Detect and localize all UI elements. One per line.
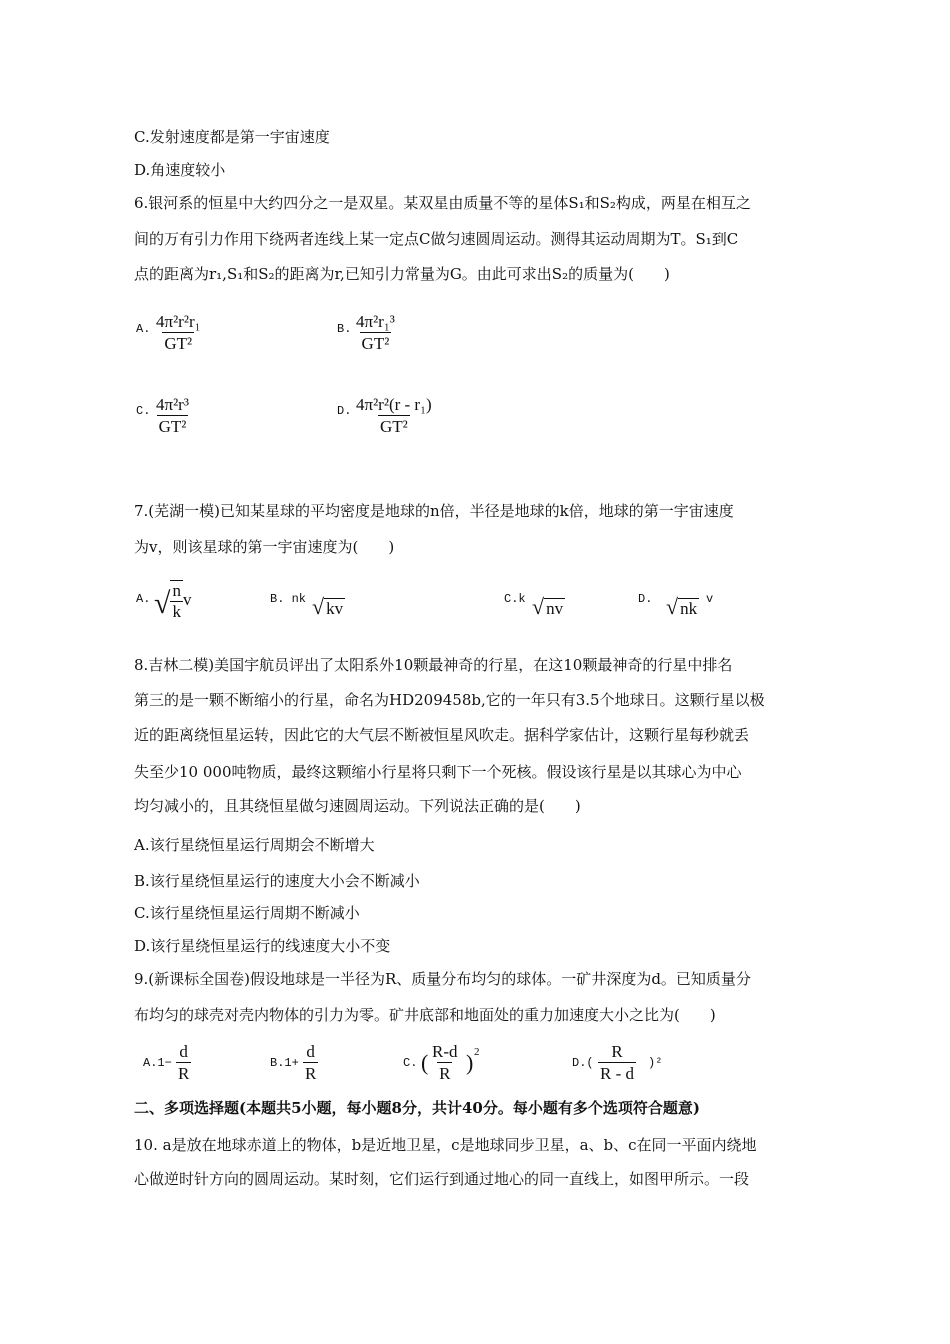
q10-stem-line2: 心做逆时针方向的圆周运动。某时刻，它们运行到通过地心的同一直线上，如图甲所示。一段 — [134, 1170, 750, 1188]
q9-option-d-fraction — [598, 1042, 636, 1084]
q7-option-d-label: D. — [638, 592, 653, 606]
q7-stem-line2: 为v，则该星球的第一宇宙速度为( ) — [134, 538, 395, 556]
q9-option-c-open-paren: ( — [421, 1050, 429, 1075]
q7-option-a-expression — [154, 580, 191, 622]
q7-stem-line1: 7.(芜湖一模)已知某星球的平均密度是地球的n倍，半径是地球的k倍，地球的第一宇宙速度 — [134, 502, 734, 520]
q8-stem-line3: 近的距离绕恒星运转，因此它的大气层不断被恒星风吹走。据科学家估计，这颗行星每秒就丢 — [134, 726, 750, 744]
q6-option-a-numerator: 4π²r²r₁ — [156, 312, 201, 331]
q6-stem-line1: 6.银河系的恒星中大约四分之一是双星。某双星由质量不等的星体S₁和S₂构成，两星在相互之 — [134, 194, 751, 212]
q9-option-c-denominator: R — [439, 1064, 451, 1083]
q8-option-b: B.该行星绕恒星运行的速度大小会不断减小 — [134, 872, 420, 890]
q7-option-b-expression — [312, 594, 345, 620]
q9-option-b-numerator: d — [306, 1042, 315, 1061]
q9-option-c-exponent: 2 — [474, 1046, 480, 1058]
q9-option-d-tail: )² — [648, 1056, 663, 1070]
q7-option-b-radicand: kv — [326, 599, 344, 618]
q6-option-a-label: A. — [136, 322, 151, 336]
q8-stem-line5: 均匀减小的，且其绕恒星做匀速圆周运动。下列说法正确的是( ) — [134, 797, 581, 815]
sqrt-symbol-icon: √ — [666, 594, 679, 619]
q9-option-c-fraction — [430, 1042, 460, 1084]
q9-option-d-denominator: R - d — [600, 1064, 634, 1083]
q9-option-d-label: D.( — [572, 1056, 594, 1070]
q6-stem-line3: 点的距离为r₁,S₁和S₂的距离为r,已知引力常量为G。由此可求出S₂的质量为( ) — [134, 265, 670, 283]
q6-option-c-denominator: GT² — [158, 417, 187, 436]
q9-option-c-close-paren: ) — [466, 1050, 474, 1075]
q6-option-b-numerator: 4π²r₁³ — [356, 312, 395, 331]
q7-option-a-denominator: k — [172, 602, 181, 621]
sqrt-symbol-icon: √ — [154, 586, 171, 620]
q8-option-c: C.该行星绕恒星运行周期不断减小 — [134, 904, 360, 922]
q5-option-c: C.发射速度都是第一宇宙速度 — [134, 128, 330, 146]
q6-option-d-label: D. — [337, 404, 352, 418]
q7-option-a-v: v — [182, 589, 192, 609]
q10-stem-line1: 10. a是放在地球赤道上的物体，b是近地卫星，c是地球同步卫星，a、b、c在同一平面内绕地 — [134, 1136, 757, 1154]
q9-option-b-denominator: R — [305, 1064, 317, 1083]
q6-option-a-fraction — [154, 312, 203, 354]
q7-option-c-radicand: nv — [546, 599, 564, 618]
q8-option-a: A.该行星绕恒星运行周期会不断增大 — [134, 836, 375, 854]
q9-option-c-numerator: R-d — [432, 1042, 458, 1061]
q8-stem-line1: 8.吉林二模)美国宇航员评出了太阳系外10颗最神奇的行星，在这10颗最神奇的行星中排名 — [134, 656, 733, 674]
q7-option-a-radicand — [170, 580, 183, 622]
q7-option-a-label: A. — [136, 592, 151, 606]
q7-option-a-numerator: n — [172, 581, 181, 600]
q7-option-b-label: B. nk — [270, 592, 307, 606]
q6-option-c-numerator: 4π²r³ — [156, 395, 189, 414]
sqrt-symbol-icon: √ — [532, 594, 545, 619]
q9-option-a-denominator: R — [178, 1064, 190, 1083]
q6-option-a-denominator: GT² — [164, 334, 193, 353]
section-heading-multiple-choice: 二、多项选择题(本题共5小题，每小题8分，共计40分。每小题有多个选项符合题意) — [134, 1099, 700, 1117]
q6-option-c-label: C. — [136, 404, 151, 418]
q6-option-b-denominator: GT² — [361, 334, 390, 353]
q9-stem-line1: 9.(新课标全国卷)假设地球是一半径为R、质量分布均匀的球体。一矿井深度为d。已知质量分 — [134, 970, 751, 988]
q9-option-d-numerator: R — [611, 1042, 623, 1061]
q9-option-a-numerator: d — [179, 1042, 188, 1061]
q7-option-d-radicand: nk — [680, 599, 698, 618]
q6-option-c-fraction — [154, 395, 191, 437]
q7-option-d-v: v — [706, 592, 714, 606]
q7-option-d-expression — [666, 594, 699, 620]
q9-option-b-fraction — [303, 1042, 318, 1084]
q8-stem-line2: 第三的是一颗不断缩小的行星，命名为HD209458b,它的一年只有3.5个地球日。这颗行星以极 — [134, 691, 765, 709]
q6-option-b-label: B. — [337, 322, 352, 336]
q6-option-b-fraction — [354, 312, 397, 354]
sqrt-symbol-icon: √ — [312, 594, 325, 619]
q7-option-c-label: C.k — [504, 592, 526, 606]
q9-option-a-label: A.1− — [143, 1056, 172, 1070]
q5-option-d: D.角速度较小 — [134, 161, 226, 179]
q7-option-c-expression — [532, 594, 565, 620]
q9-option-b-label: B.1+ — [270, 1056, 299, 1070]
q8-option-d: D.该行星绕恒星运行的线速度大小不变 — [134, 937, 391, 955]
q9-option-c-label: C. — [403, 1056, 418, 1070]
q6-option-d-denominator: GT² — [379, 417, 408, 436]
q9-option-a-fraction — [176, 1042, 191, 1084]
q6-stem-line2: 间的万有引力作用下绕两者连线上某一定点C做匀速圆周运动。测得其运动周期为T。S₁到C — [134, 230, 739, 248]
q9-stem-line2: 布均匀的球壳对壳内物体的引力为零。矿井底部和地面处的重力加速度大小之比为( ) — [134, 1006, 716, 1024]
q8-stem-line4: 失至少10 000吨物质，最终这颗缩小行星将只剩下一个死核。假设该行星是以其球心为中心 — [134, 763, 742, 781]
q6-option-d-numerator: 4π²r²(r - r₁) — [356, 395, 432, 414]
q6-option-d-fraction — [354, 395, 434, 437]
